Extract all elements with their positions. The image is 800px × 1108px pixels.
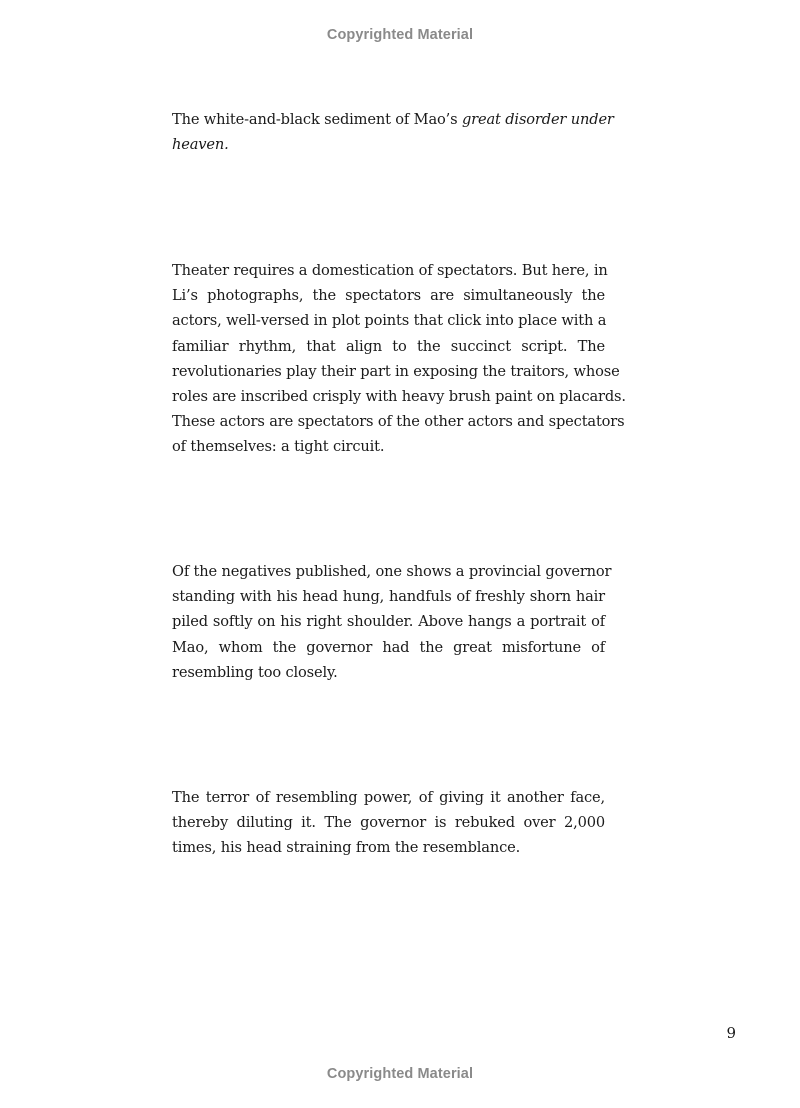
paragraph-line: Of the negatives published, one shows a provincial governor: [172, 563, 612, 580]
text-plain: The white-and-black sediment of Mao’s: [172, 111, 462, 128]
paragraph-line: revolutionaries play their part in exposing the traitors, whose: [172, 362, 620, 380]
paragraph-line: The terror of resembling power, of giving it another face,: [172, 789, 605, 806]
paragraph-line: roles are inscribed crisply with heavy brush paint on placards.: [172, 388, 626, 406]
copyright-watermark-top: Copyrighted Material: [326, 27, 474, 43]
paragraph-line: actors, well-versed in plot points that click into place with a: [172, 312, 607, 330]
paragraph-line: resembling too closely.: [172, 663, 338, 681]
paragraph-line: Li’s photographs, the spectators are simultaneously the: [172, 287, 605, 305]
paragraph-line: standing with his head hung, handfuls of freshly shorn hair: [172, 588, 605, 606]
paragraph-sediment: [172, 107, 614, 157]
copyright-watermark-bottom: Copyrighted Material: [326, 1066, 474, 1082]
paragraph-line: familiar rhythm, that align to the succinct script. The: [172, 337, 605, 355]
paragraph-line: These actors are spectators of the other actors and spectators: [172, 413, 625, 431]
text-italic: heaven.: [172, 136, 229, 154]
paragraph-terror: [172, 785, 605, 861]
paragraph-line: piled softly on his right shoulder. Above hangs a portrait of: [172, 613, 605, 631]
paragraph-line: thereby diluting it. The governor is rebuked over 2,000: [172, 814, 605, 832]
paragraph-line: Theater requires a domestication of spectators. But here, in: [172, 262, 608, 279]
paragraph-line: [172, 107, 614, 132]
paragraph-theater: [172, 258, 626, 460]
paragraph-line: of themselves: a tight circuit.: [172, 438, 385, 456]
paragraph-line: [172, 132, 605, 157]
text-italic: great disorder under: [461, 111, 614, 128]
paragraph-line: times, his head straining from the resemblance.: [172, 839, 521, 857]
paragraph-line: Mao, whom the governor had the great misfortune of: [172, 638, 605, 656]
paragraph-negatives: [172, 559, 612, 685]
page-number: 9: [726, 1024, 736, 1042]
